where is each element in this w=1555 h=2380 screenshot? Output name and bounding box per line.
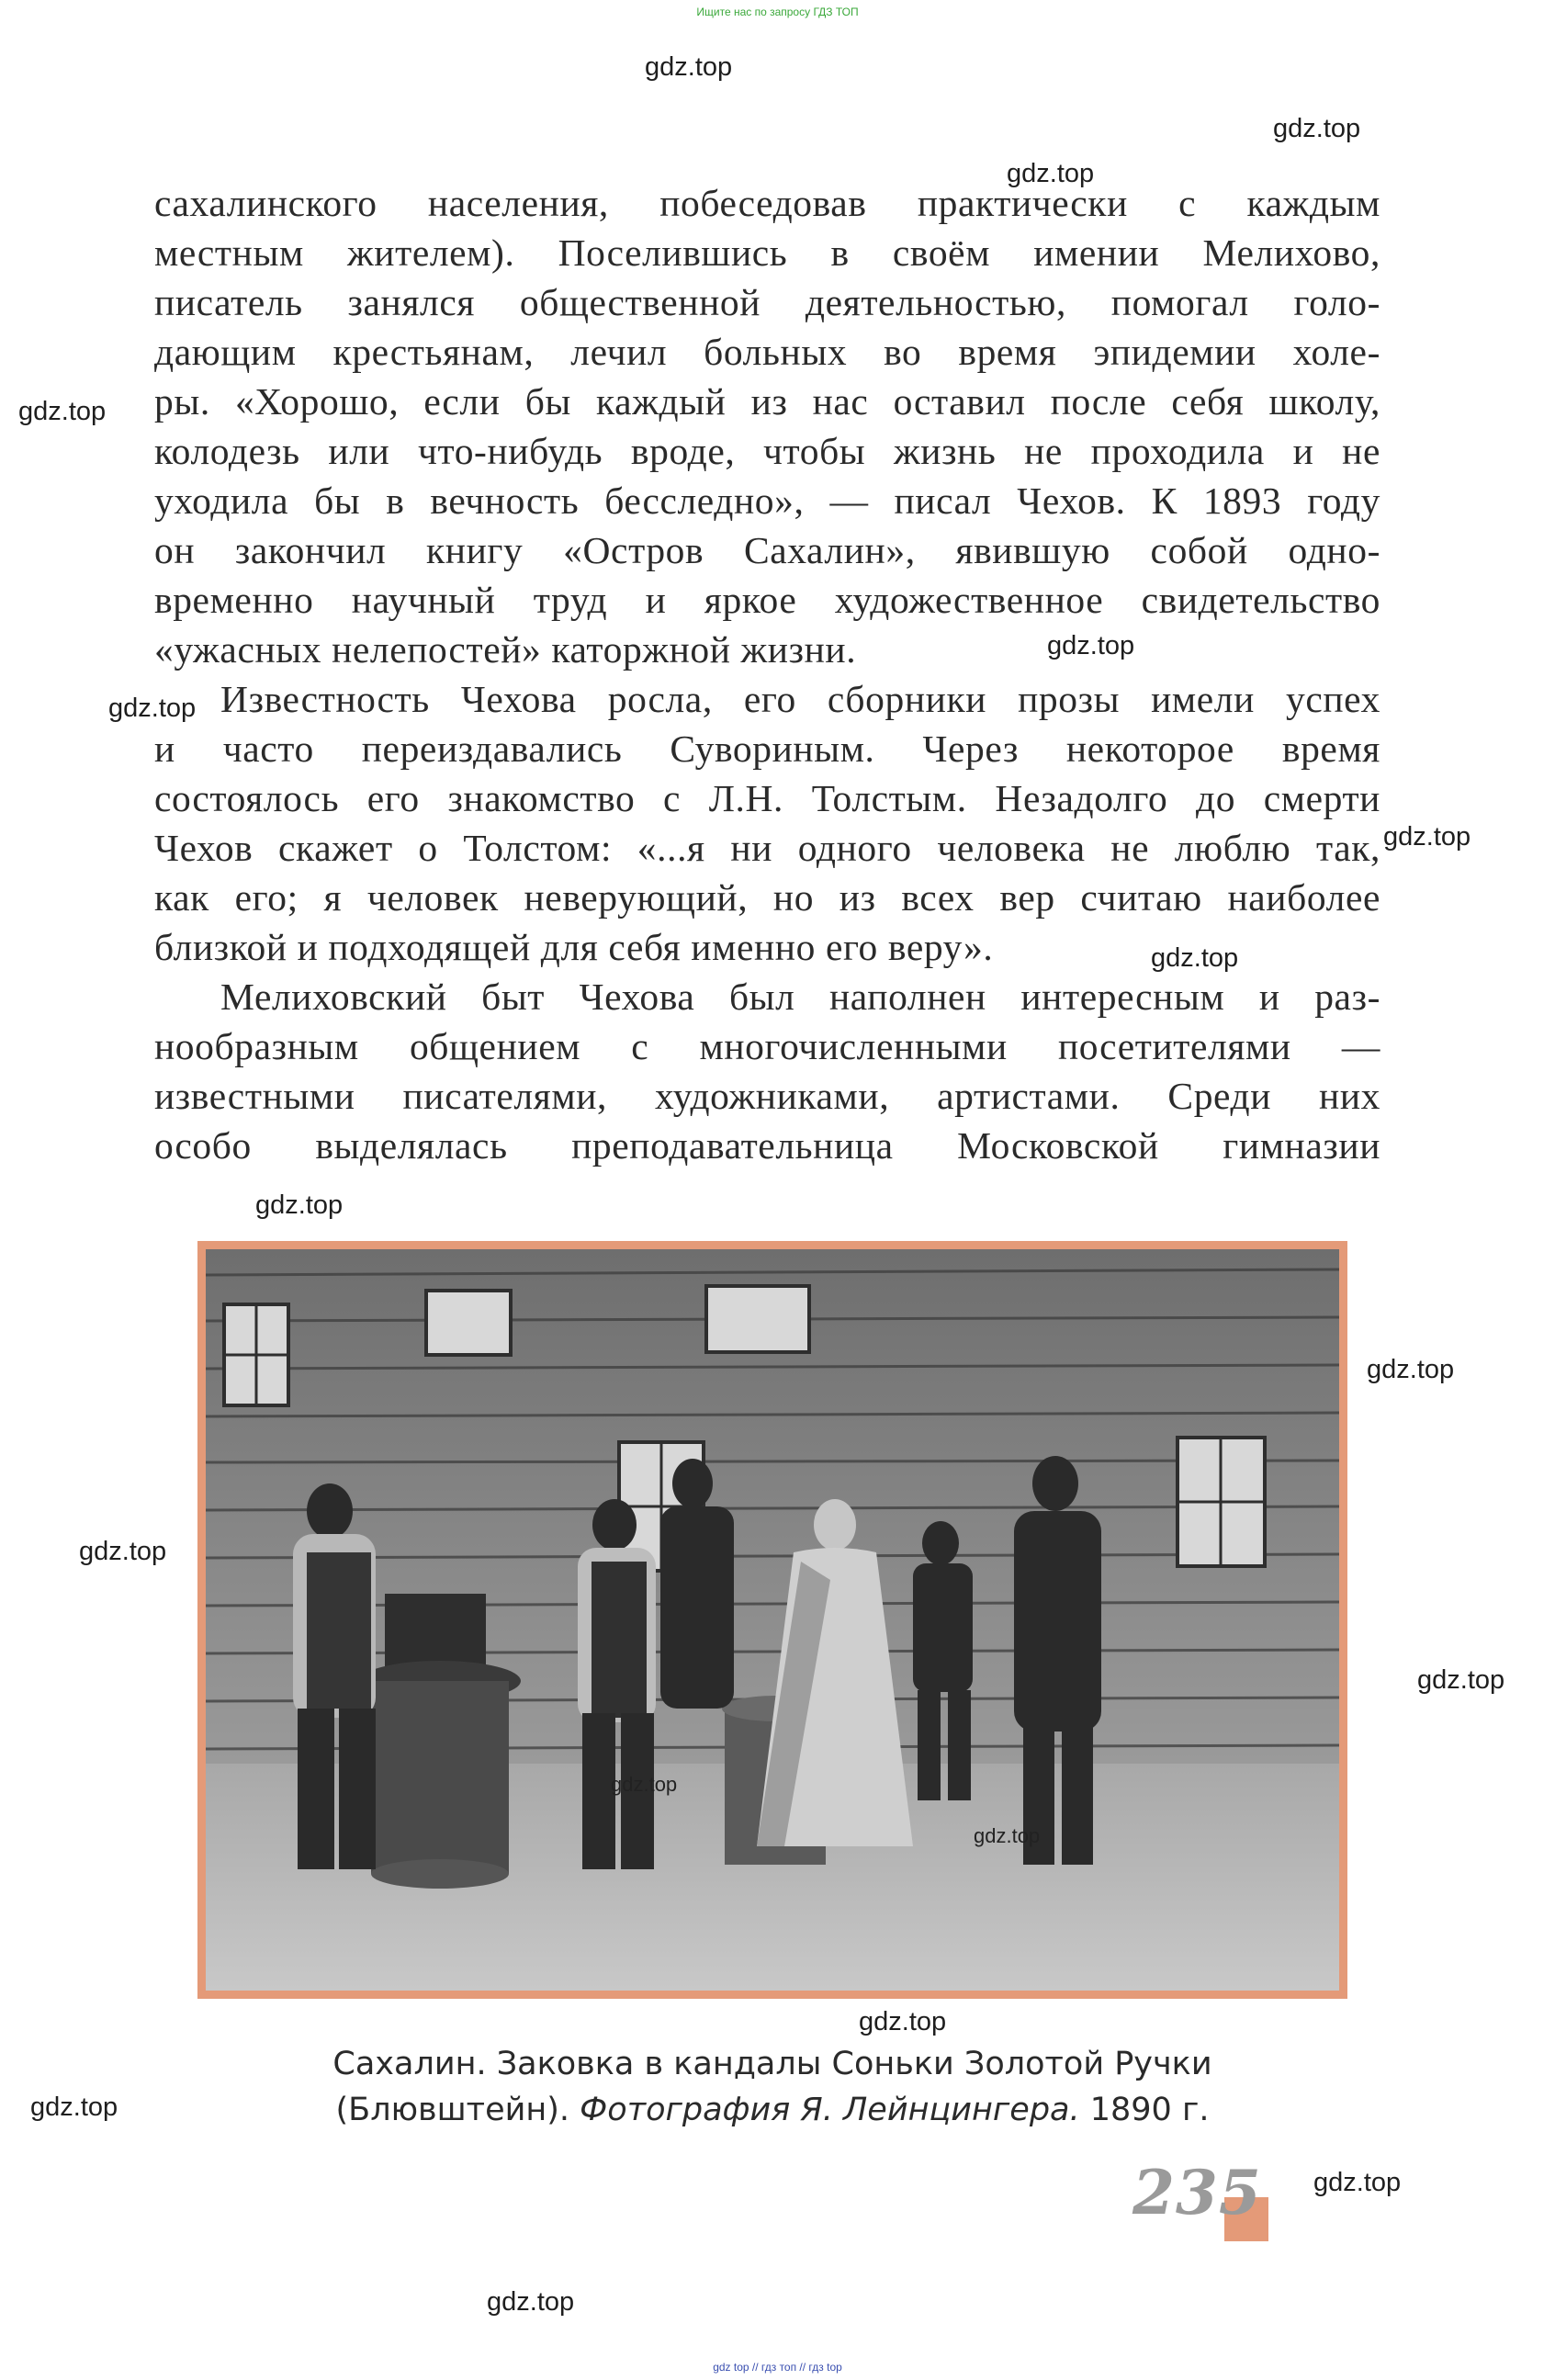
caption-line-2: [197, 2087, 1347, 2133]
watermark: gdz.top: [108, 694, 197, 723]
photo-illustration: [206, 1249, 1339, 1991]
watermark: gdz.top: [255, 1190, 344, 1220]
watermark: gdz.top: [974, 1824, 1041, 1847]
text-line: местным жителем). Поселившись в своём имении Мелихово,: [154, 231, 1380, 274]
text-line: дающим крестьянам, лечил больных во время эпидемии холе-: [154, 331, 1380, 373]
historical-photo: [206, 1249, 1339, 1991]
caption-line-1: Сахалин. Заковка в кандалы Соньки Золотой Ручки: [332, 2046, 1212, 2082]
text-line: особо выделялась преподавательница Московской гимназии: [154, 1124, 1380, 1167]
text-line: временно научный труд и яркое художественное свидетельство: [154, 579, 1380, 621]
text-line: нообразным общением с многочисленными посетителями —: [154, 1025, 1380, 1067]
watermark: gdz.top: [1273, 114, 1361, 143]
text-line: писатель занялся общественной деятельностью, помогал голо-: [154, 281, 1380, 323]
text-line: Мелиховский быт Чехова был наполнен интересным и раз-: [220, 976, 1380, 1018]
text-line: и часто переиздавались Сувориным. Через некоторое время: [154, 728, 1380, 770]
watermark: gdz.top: [1151, 943, 1239, 973]
watermark: gdz.top: [1047, 631, 1135, 660]
watermark: gdz.top: [611, 1773, 678, 1796]
top-banner: Ищите нас по запросу ГДЗ ТОП: [696, 6, 859, 18]
text-line: уходила бы в вечность бесследно», — писал Чехов. К 1893 году: [154, 479, 1380, 522]
watermark: gdz.top: [645, 52, 733, 82]
photo-frame: [197, 1241, 1347, 1999]
watermark: gdz.top: [1383, 822, 1471, 852]
text-line: колодезь или что-нибудь вроде, чтобы жизнь не проходила и не: [154, 430, 1380, 472]
watermark: gdz.top: [18, 397, 107, 426]
watermark: gdz.top: [30, 2092, 118, 2122]
body-text: [154, 178, 1380, 1170]
text-line: Чехов скажет о Толстом: «...я ни одного человека не люблю так,: [154, 827, 1380, 869]
caption-photographer: Фотография Я. Лейнцингера.: [580, 2092, 1080, 2128]
watermark: gdz.top: [859, 2007, 947, 2036]
text-line: известными писателями, художниками, артистами. Среди них: [154, 1075, 1380, 1117]
text-line: сахалинского населения, побеседовав практически с каждым: [154, 182, 1380, 224]
watermark: gdz.top: [487, 2287, 575, 2317]
caption-year: 1890 г.: [1079, 2092, 1210, 2128]
figure-caption: [197, 2041, 1347, 2133]
text-line: как его; я человек неверующий, но из всех вер считаю наиболее: [154, 876, 1380, 919]
watermark: gdz.top: [1367, 1355, 1455, 1384]
page-number: 235: [1132, 2157, 1262, 2228]
watermark: gdz.top: [79, 1537, 167, 1566]
bottom-banner: gdz top // гдз топ // гдз top: [713, 2361, 842, 2374]
paragraph-2: [154, 674, 1380, 972]
paragraph-1: [154, 178, 1380, 674]
text-line: Известность Чехова росла, его сборники прозы имели успех: [220, 678, 1380, 720]
caption-plain: (Блювштейн).: [335, 2092, 580, 2128]
text-line: ры. «Хорошо, если бы каждый из нас оставил после себя школу,: [154, 380, 1380, 423]
watermark: gdz.top: [1313, 2168, 1402, 2197]
text-line: «ужасных нелепостей» каторжной жизни.: [154, 628, 857, 671]
watermark: gdz.top: [1417, 1665, 1505, 1695]
paragraph-3: [154, 972, 1380, 1170]
text-line: он закончил книгу «Остров Сахалин», явившую собой одно-: [154, 529, 1380, 571]
text-line: состоялось его знакомство с Л.Н. Толстым. Незадолго до смерти: [154, 777, 1380, 819]
text-line: близкой и подходящей для себя именно его веру».: [154, 926, 994, 968]
watermark: gdz.top: [1007, 159, 1095, 188]
